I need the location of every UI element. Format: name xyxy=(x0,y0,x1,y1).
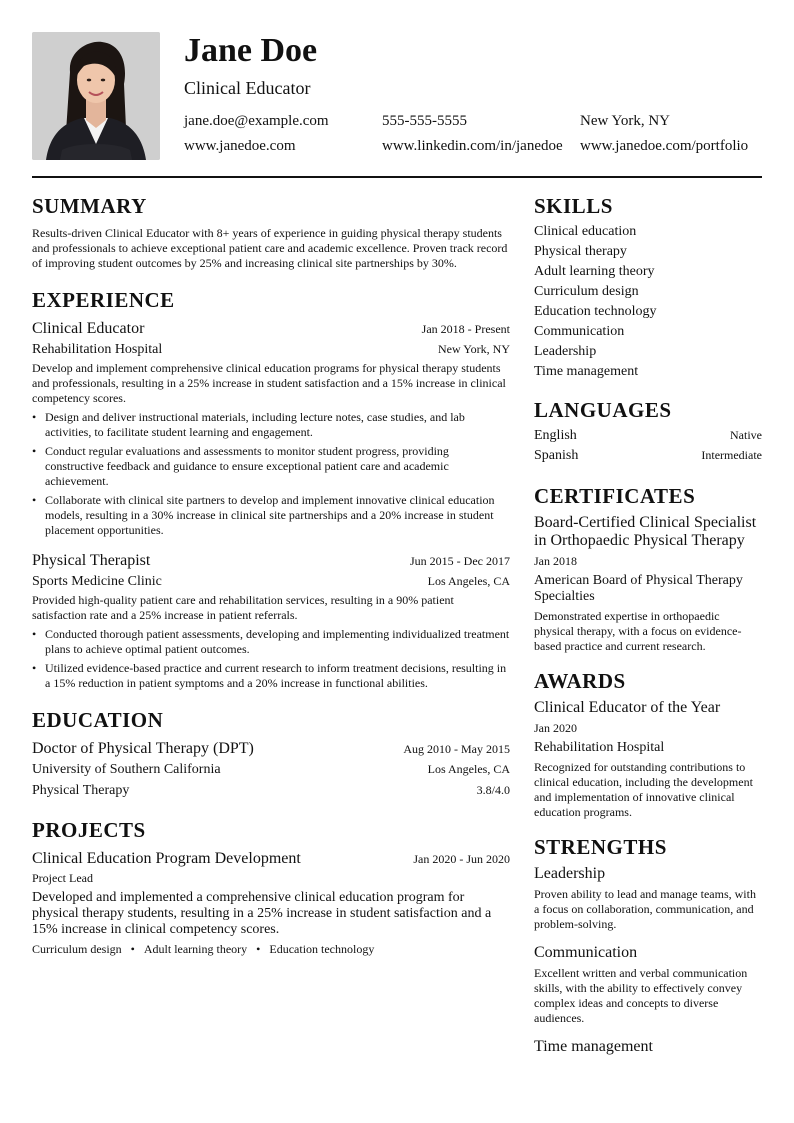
contact-info xyxy=(184,109,762,161)
list-item: • Collaborate with clinical site partners to develop and implement innovative clinical education models, resulting in a 30% increase in clinical site partnerships and a 20% increase in student placement opportunities. xyxy=(45,493,510,538)
section-heading: CERTIFICATES xyxy=(534,484,696,508)
skill-item: Clinical education xyxy=(534,224,637,239)
resume-header xyxy=(32,32,762,160)
skill-item: Adult learning theory xyxy=(534,264,655,279)
skill-item: Communication xyxy=(534,324,625,339)
languages-section xyxy=(534,398,762,466)
experience-section xyxy=(32,288,510,691)
project-tags xyxy=(32,942,510,957)
job-location: Los Angeles, CA xyxy=(427,574,510,588)
skill-item: Education technology xyxy=(534,304,657,319)
section-heading: AWARDS xyxy=(534,669,626,693)
header-divider xyxy=(32,176,762,178)
tag-separator: • xyxy=(256,942,261,956)
skills-section xyxy=(534,194,762,382)
award-name: Clinical Educator of the Year xyxy=(534,699,721,716)
certificate-name: Board-Certified Clinical Specialist in Orthopaedic Physical Therapy xyxy=(534,514,757,549)
award-date: Jan 2020 xyxy=(534,721,577,735)
education-dates: Aug 2010 - May 2015 xyxy=(403,742,510,756)
job-title: Physical Therapist xyxy=(32,552,151,569)
language-level: Native xyxy=(730,428,762,442)
summary-text: Results-driven Clinical Educator with 8+ years of experience in guiding physical therapy students and professionals to achieve exceptional patient care and academic excellence. Proven track record of improving student outcomes by 25% and increasing clinical site partnerships by 30%. xyxy=(32,226,508,270)
project-tag: Adult learning theory xyxy=(143,942,248,956)
experience-entry xyxy=(32,318,510,538)
certificate-description: Demonstrated expertise in orthopaedic physical therapy, with a focus on evidence-based practice and current research. xyxy=(534,609,742,653)
employer: Rehabilitation Hospital xyxy=(32,342,163,357)
project-description: Developed and implemented a comprehensive clinical education program for physical therapy students, resulting in a 25% increase in student satisfaction and a 15% increase in clinical competency scores. xyxy=(32,890,492,937)
award-description: Recognized for outstanding contributions to clinical education, including the development and implementation of innovative clinical education programs. xyxy=(534,760,753,819)
list-item: • Conduct regular evaluations and assessments to monitor student progress, providing constructive feedback and guidance to ensure exceptional patient care and academic achievement. xyxy=(45,444,510,489)
strengths-section xyxy=(534,835,762,1056)
profile-photo-image xyxy=(32,32,160,160)
skill-item: Time management xyxy=(534,364,639,379)
job-bullets xyxy=(32,627,510,691)
skill-item: Physical therapy xyxy=(534,244,627,259)
award-issuer: Rehabilitation Hospital xyxy=(534,740,665,755)
project-role: Project Lead xyxy=(32,871,93,885)
project-tag: Education technology xyxy=(269,942,375,956)
list-item: • Conducted thorough patient assessments, developing and implementing individualized treatment plans to achieve optimal patient outcomes. xyxy=(45,627,510,657)
job-location: New York, NY xyxy=(437,342,510,356)
strength-name: Time management xyxy=(534,1038,653,1055)
section-heading: SUMMARY xyxy=(32,194,147,218)
tag-separator: • xyxy=(130,942,135,956)
job-title: Clinical Educator xyxy=(32,320,145,337)
section-heading: LANGUAGES xyxy=(534,398,672,422)
right-column xyxy=(534,194,762,1056)
project-name: Clinical Education Program Development xyxy=(32,850,301,867)
field-of-study: Physical Therapy xyxy=(32,783,130,798)
degree: Doctor of Physical Therapy (DPT) xyxy=(32,740,254,757)
candidate-title: Clinical Educator xyxy=(184,78,311,98)
job-dates: Jan 2018 - Present xyxy=(421,322,510,336)
experience-entry xyxy=(32,550,510,691)
job-bullets xyxy=(32,410,510,538)
strength-name: Communication xyxy=(534,944,638,961)
certificate-issuer: American Board of Physical Therapy Specialties xyxy=(534,573,743,604)
project-dates: Jan 2020 - Jun 2020 xyxy=(413,852,510,866)
location: New York, NY xyxy=(580,113,671,129)
linkedin-link[interactable]: www.linkedin.com/in/janedoe xyxy=(382,138,563,154)
section-heading: EXPERIENCE xyxy=(32,288,175,312)
section-heading: EDUCATION xyxy=(32,708,164,732)
skill-item: Leadership xyxy=(534,344,597,359)
strength-description: Proven ability to lead and manage teams, with a focus on collaboration, communication, and problem-solving. xyxy=(534,887,756,931)
education-section xyxy=(32,708,510,801)
email-link[interactable]: jane.doe@example.com xyxy=(184,113,329,129)
strength-name: Leadership xyxy=(534,865,606,882)
projects-section xyxy=(32,818,510,957)
portfolio-link[interactable]: www.janedoe.com/portfolio xyxy=(580,138,749,154)
employer: Sports Medicine Clinic xyxy=(32,574,162,589)
language-name: English xyxy=(534,428,577,443)
skill-item: Curriculum design xyxy=(534,284,639,299)
language-level: Intermediate xyxy=(701,448,762,462)
school-location: Los Angeles, CA xyxy=(427,762,510,776)
list-item: • Utilized evidence-based practice and current research to inform treatment decisions, resulting in a 15% reduction in patient symptoms and a 20% increase in functional abilities. xyxy=(45,661,510,691)
certificates-section xyxy=(534,484,762,654)
project-tag: Curriculum design xyxy=(32,942,122,956)
section-heading: PROJECTS xyxy=(32,818,146,842)
awards-section xyxy=(534,669,762,820)
phone-number[interactable]: 555-555-5555 xyxy=(382,113,467,129)
gpa: 3.8/4.0 xyxy=(476,783,510,797)
profile-photo xyxy=(32,32,160,160)
candidate-name: Jane Doe xyxy=(184,32,318,69)
school: University of Southern California xyxy=(32,762,221,777)
job-dates: Jun 2015 - Dec 2017 xyxy=(410,554,510,568)
job-description: Provided high-quality patient care and rehabilitation services, resulting in a 90% patient satisfaction rate and a 25% increase in patient referrals. xyxy=(32,593,454,622)
job-description: Develop and implement comprehensive clinical education programs for physical therapy students and professionals, resulting in a 25% increase in student satisfaction and a 15% increase in clinical competency scores. xyxy=(32,361,506,405)
section-heading: SKILLS xyxy=(534,194,613,218)
summary-section xyxy=(32,194,510,271)
section-heading: STRENGTHS xyxy=(534,835,667,859)
certificate-date: Jan 2018 xyxy=(534,554,577,568)
website-link[interactable]: www.janedoe.com xyxy=(184,138,296,154)
language-name: Spanish xyxy=(534,448,579,463)
list-item: • Design and deliver instructional materials, including lecture notes, case studies, and lab activities, to facilitate student learning and engagement. xyxy=(45,410,510,440)
strength-description: Excellent written and verbal communication skills, with the ability to effectively convey complex ideas and concepts to diverse audiences. xyxy=(534,966,748,1025)
left-column xyxy=(32,194,510,957)
